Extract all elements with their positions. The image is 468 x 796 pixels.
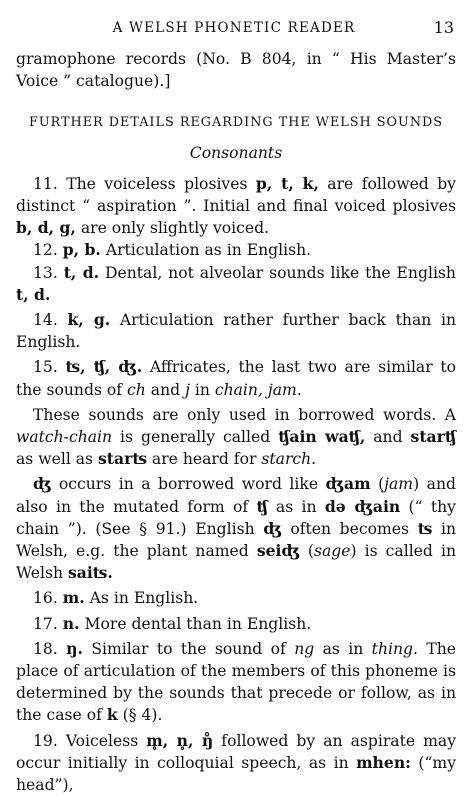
paragraph-17: 17. n. More dental than in English.: [33, 613, 312, 633]
paragraph-19: 19. Voiceless m̥, n̥, ŋ̊ followed by an aspirate may occur initially in colloquial speech, as in mhen: (“my head”),: [16, 730, 457, 795]
paragraph-15-borrowed-words: These sounds are only used in borrowed words. A watch-chain is generally called ʧain waʧ, and starʧ as well as starʦ are heard for starch.: [16, 405, 456, 469]
page-number: 13: [433, 18, 454, 37]
running-title: A WELSH PHONETIC READER: [112, 20, 356, 36]
paragraph-12: 12. p, b. Articulation as in English.: [33, 240, 312, 260]
paragraph-13: 13. t, d. Dental, not alveolar sounds like the English t, d.: [16, 262, 456, 304]
paragraph-15: 15. ʦ, ʧ, ʤ. Affricates, the last two are similar to the sounds of ch and j in chain, jam.: [16, 357, 456, 399]
paragraph-11: 11. The voiceless plosives p, t, k, are followed by distinct “ aspiration ”. Initial and final voiced plosives b, d, g, are only slightly voiced.: [16, 173, 456, 238]
subsection-heading: Consonants: [189, 143, 283, 162]
page-body: [16, 48, 456, 796]
section-heading: FURTHER DETAILS REGARDING THE WELSH SOUNDS: [28, 115, 444, 131]
intro-paragraph: gramophone records (No. B 804, in “ His Master’s Voice ” catalogue).]: [16, 50, 456, 91]
paragraph-18: 18. ŋ. Similar to the sound of ng as in thing. The place of articulation of the members of this phoneme is determined by the sounds that precede or follow, as in the case of k (§ 4).: [16, 638, 456, 725]
paragraph-15-mutation: ʤ occurs in a borrowed word like ʤam (jam) and also in the mutated form of ʧ as in də ʤain (“ thy chain ”). (See § 91.) English ʤ often becomes ʦ in Welsh, e.g. the plant named seiʤ (sage) is called in Welsh saiʦ.: [16, 474, 456, 583]
running-head: [0, 18, 468, 40]
paragraph-14: 14. k, g. Articulation rather further back than in English.: [16, 310, 456, 352]
paragraph-16: 16. m. As in English.: [33, 588, 199, 608]
